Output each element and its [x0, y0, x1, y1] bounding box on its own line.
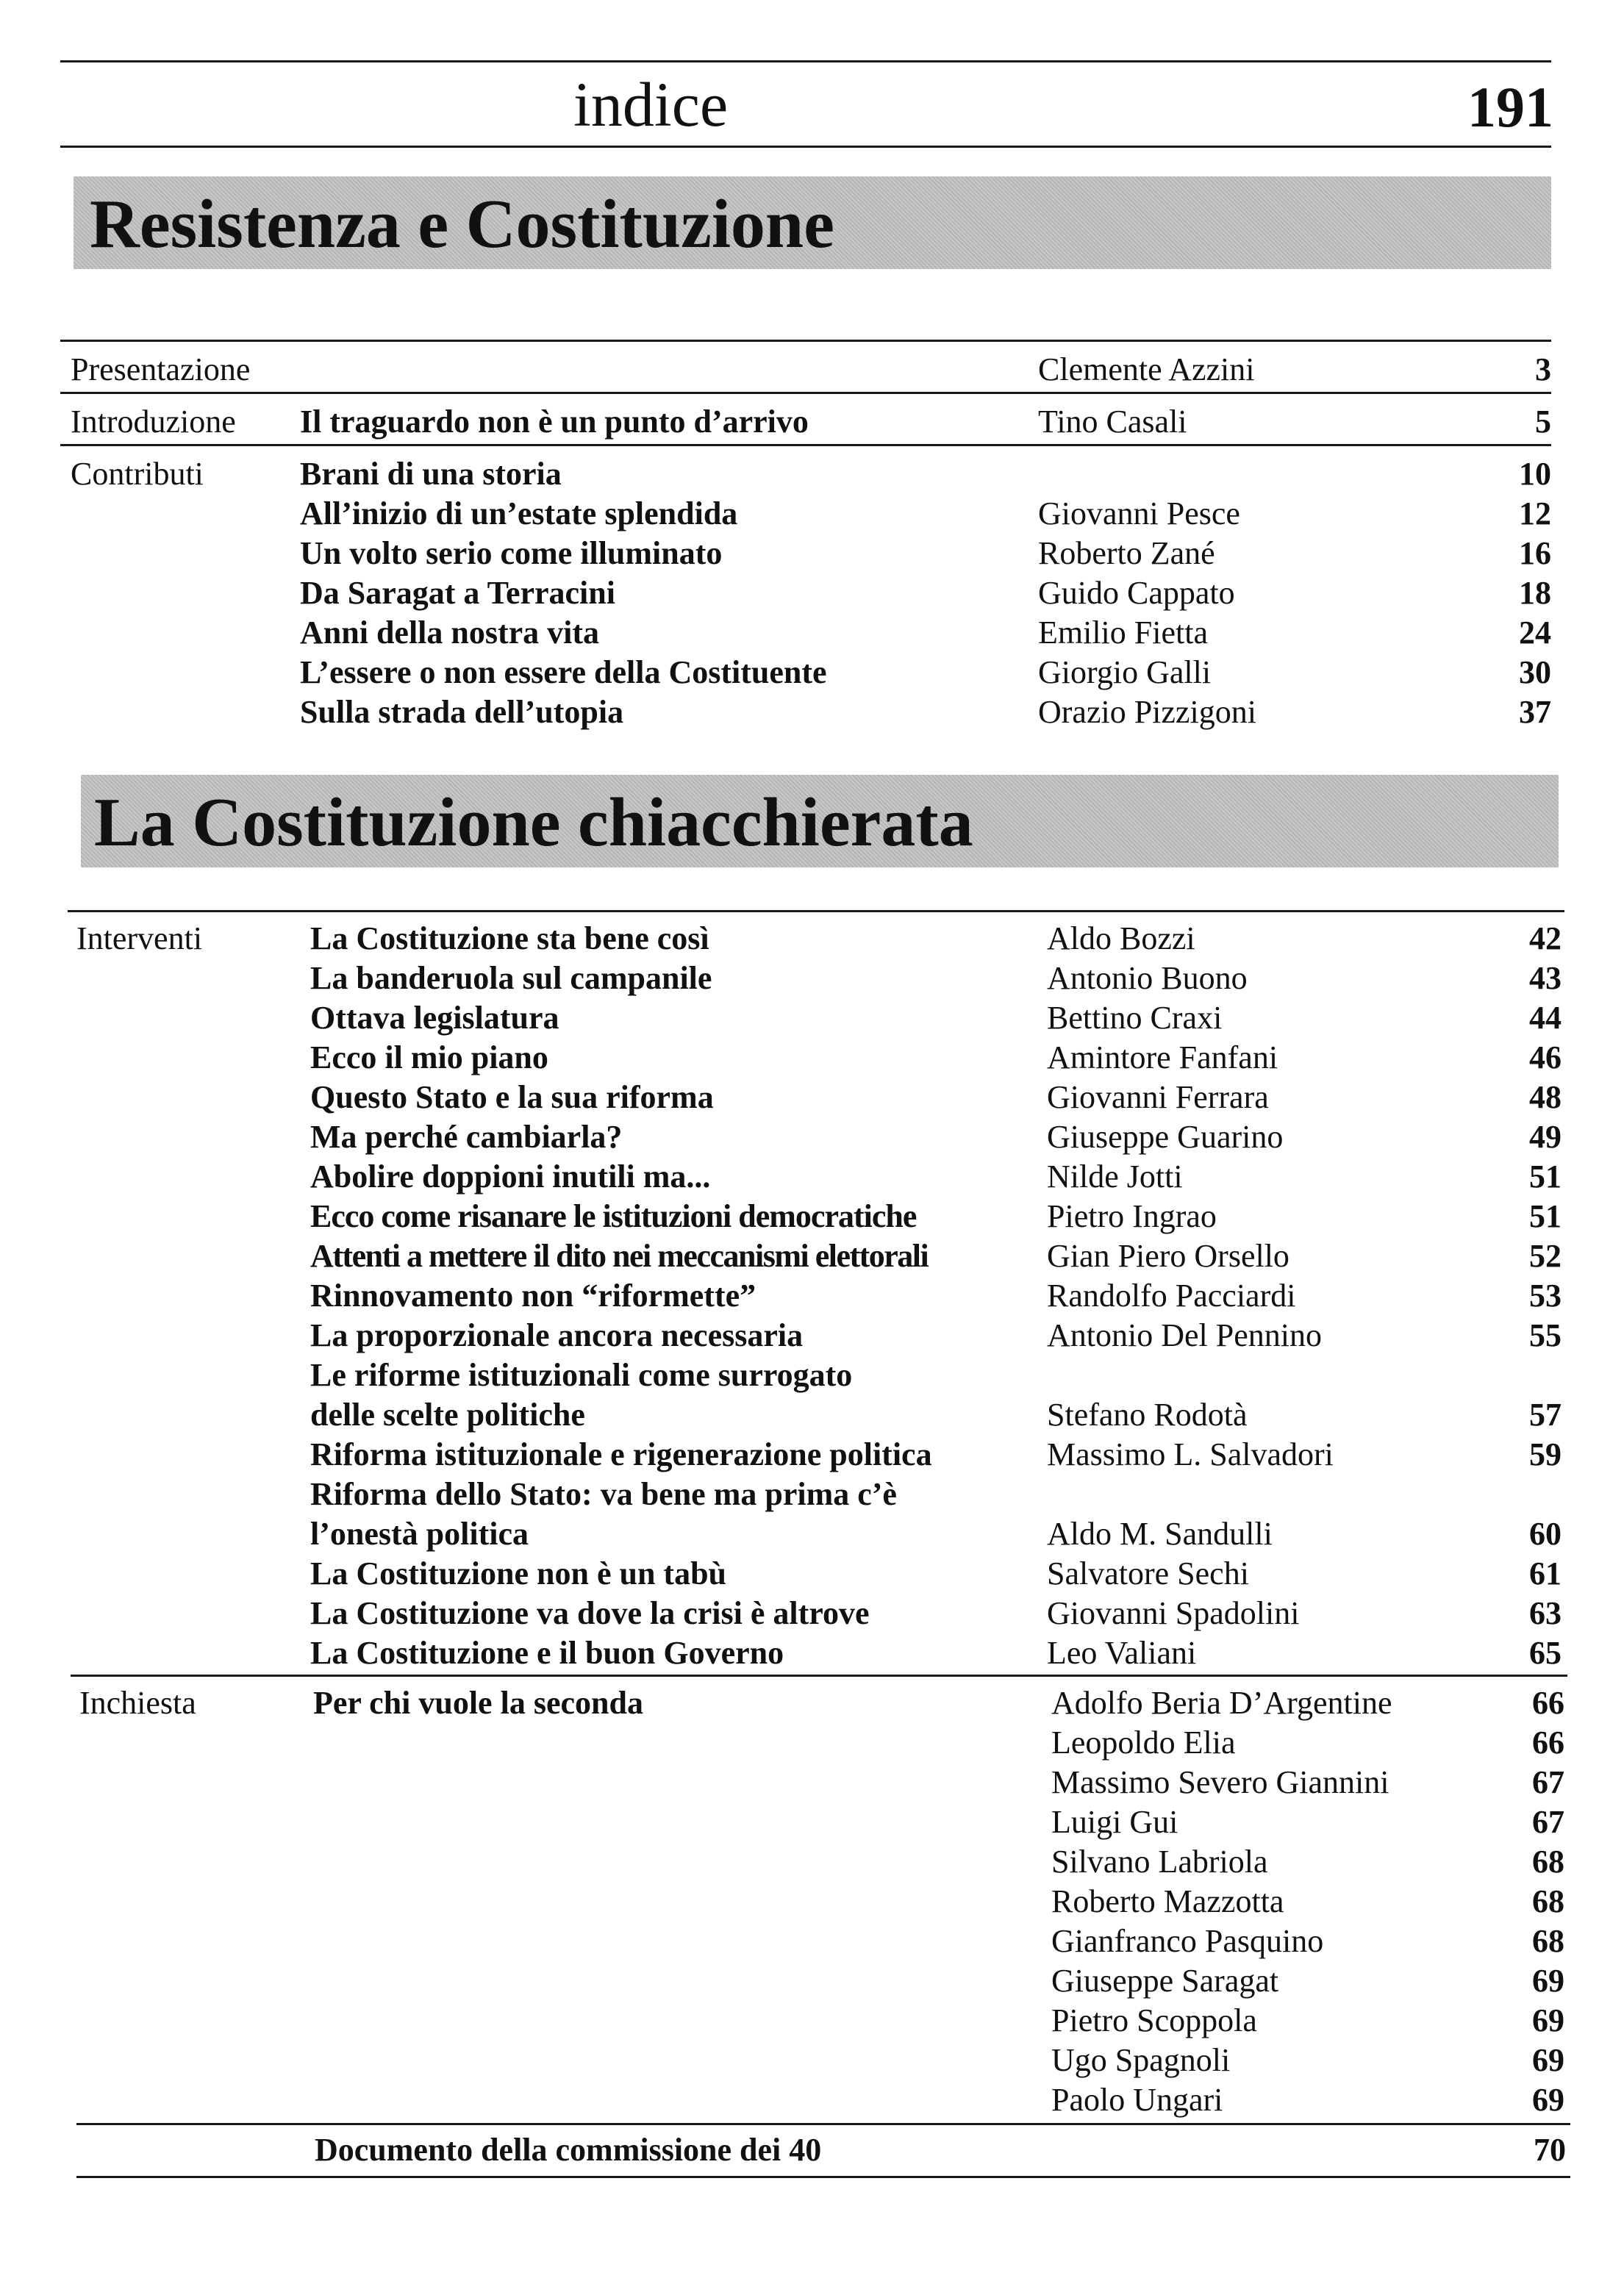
entry-page: 44 — [1529, 1000, 1562, 1036]
entry-page: 68 — [1532, 1844, 1564, 1880]
entry-title: Documento della commissione dei 40 — [315, 2132, 822, 2168]
entry-author: Nilde Jotti — [1047, 1159, 1183, 1195]
entry-author: Silvano Labriola — [1051, 1844, 1268, 1880]
entry-page: 69 — [1532, 2042, 1564, 2078]
entry-author: Paolo Ungari — [1051, 2082, 1223, 2118]
group-rule — [60, 444, 1551, 446]
category-label: Presentazione — [71, 351, 251, 387]
entry-page: 63 — [1529, 1595, 1562, 1631]
entry-page: 10 — [1519, 456, 1551, 492]
entry-page: 66 — [1532, 1685, 1564, 1721]
entry-author: Pietro Ingrao — [1047, 1198, 1217, 1234]
entry-author: Luigi Gui — [1051, 1804, 1178, 1840]
entry-page: 68 — [1532, 1923, 1564, 1959]
entry-title: Ecco come risanare le istituzioni democratiche — [310, 1198, 917, 1234]
entry-page: 18 — [1519, 575, 1551, 611]
entry-author: Gian Piero Orsello — [1047, 1238, 1289, 1274]
entry-title: La Costituzione va dove la crisi è altrove — [310, 1595, 870, 1631]
entry-page: 16 — [1519, 535, 1551, 571]
entry-page: 49 — [1529, 1119, 1562, 1155]
entry-title: La Costituzione e il buon Governo — [310, 1635, 784, 1671]
entry-page: 37 — [1519, 694, 1551, 730]
entry-page: 57 — [1529, 1397, 1562, 1433]
entry-author: Antonio Del Pennino — [1047, 1317, 1322, 1353]
entry-page: 24 — [1519, 615, 1551, 651]
entry-title: Il traguardo non è un punto d’arrivo — [300, 404, 809, 440]
entry-author: Emilio Fietta — [1038, 615, 1208, 651]
entry-page: 66 — [1532, 1725, 1564, 1761]
entry-page: 3 — [1535, 351, 1551, 387]
header-top-rule — [60, 60, 1551, 62]
entry-title: Per chi vuole la seconda — [313, 1685, 643, 1721]
entry-author: Giuseppe Guarino — [1047, 1119, 1284, 1155]
entry-page: 51 — [1529, 1198, 1562, 1234]
entry-page: 70 — [1534, 2132, 1566, 2168]
entry-title: La banderuola sul campanile — [310, 960, 712, 996]
entry-author: Clemente Azzini — [1038, 351, 1255, 387]
section-2-top-rule — [68, 910, 1564, 912]
entry-author: Amintore Fanfani — [1047, 1039, 1278, 1075]
entry-title: Un volto serio come illuminato — [300, 535, 723, 571]
entry-page: 46 — [1529, 1039, 1562, 1075]
entry-title: La Costituzione sta bene così — [310, 920, 709, 956]
entry-page: 69 — [1532, 2082, 1564, 2118]
footer-rule — [76, 2176, 1570, 2178]
group-rule — [76, 2123, 1570, 2125]
entry-title: Abolire doppioni inutili ma... — [310, 1159, 711, 1195]
section-banner-1 — [74, 176, 1551, 269]
category-label: Contributi — [71, 456, 204, 492]
entry-author: Roberto Mazzotta — [1051, 1883, 1284, 1919]
entry-page: 5 — [1535, 404, 1551, 440]
entry-title: Riforma istituzionale e rigenerazione politica — [310, 1436, 932, 1472]
entry-author: Orazio Pizzigoni — [1038, 694, 1256, 730]
entry-author: Bettino Craxi — [1047, 1000, 1223, 1036]
entry-page: 43 — [1529, 960, 1562, 996]
entry-title: All’inizio di un’estate splendida — [300, 495, 738, 531]
entry-author: Leopoldo Elia — [1051, 1725, 1236, 1761]
entry-author: Giovanni Ferrara — [1047, 1079, 1269, 1115]
entry-title: Rinnovamento non “riformette” — [310, 1278, 756, 1314]
entry-author: Aldo Bozzi — [1047, 920, 1195, 956]
entry-title: Le riforme istituzionali come surrogato — [310, 1357, 853, 1393]
entry-title: Attenti a mettere il dito nei meccanismi elettorali — [310, 1238, 929, 1274]
entry-author: Giovanni Pesce — [1038, 495, 1240, 531]
entry-title: delle scelte politiche — [310, 1397, 585, 1433]
entry-title: La Costituzione non è un tabù — [310, 1555, 727, 1591]
entry-title: Ma perché cambiarla? — [310, 1119, 623, 1155]
entry-author: Pietro Scoppola — [1051, 2002, 1257, 2038]
entry-title: Da Saragat a Terracini — [300, 575, 615, 611]
entry-author: Roberto Zané — [1038, 535, 1215, 571]
entry-page: 55 — [1529, 1317, 1562, 1353]
header-bottom-rule — [60, 146, 1551, 148]
section-title: Resistenza e Costituzione — [90, 186, 834, 262]
entry-author: Massimo Severo Giannini — [1051, 1764, 1389, 1800]
entry-author: Giorgio Galli — [1038, 654, 1212, 690]
entry-author: Guido Cappato — [1038, 575, 1235, 611]
category-label: Inchiesta — [79, 1685, 196, 1721]
entry-author: Antonio Buono — [1047, 960, 1248, 996]
page-heading: indice — [573, 69, 729, 140]
entry-author: Randolfo Pacciardi — [1047, 1278, 1296, 1314]
entry-title: L’essere o non essere della Costituente — [300, 654, 827, 690]
entry-author: Adolfo Beria D’Argentine — [1051, 1685, 1392, 1721]
entry-page: 67 — [1532, 1804, 1564, 1840]
entry-title: Riforma dello Stato: va bene ma prima c’è — [310, 1476, 897, 1512]
category-label: Interventi — [76, 920, 203, 956]
category-label: Introduzione — [71, 404, 236, 440]
page-number: 191 — [1467, 75, 1553, 139]
entry-author: Salvatore Sechi — [1047, 1555, 1249, 1591]
entry-author: Leo Valiani — [1047, 1635, 1197, 1671]
entry-page: 60 — [1529, 1516, 1562, 1552]
entry-title: Brani di una storia — [300, 456, 562, 492]
entry-title: Ottava legislatura — [310, 1000, 559, 1036]
entry-author: Stefano Rodotà — [1047, 1397, 1248, 1433]
entry-author: Tino Casali — [1038, 404, 1187, 440]
group-rule — [60, 392, 1551, 394]
entry-page: 51 — [1529, 1159, 1562, 1195]
group-rule — [71, 1675, 1567, 1677]
entry-author: Giuseppe Saragat — [1051, 1963, 1279, 1999]
entry-page: 69 — [1532, 1963, 1564, 1999]
entry-page: 53 — [1529, 1278, 1562, 1314]
section-1-top-rule — [60, 340, 1551, 342]
entry-author: Massimo L. Salvadori — [1047, 1436, 1334, 1472]
entry-author: Gianfranco Pasquino — [1051, 1923, 1324, 1959]
entry-page: 67 — [1532, 1764, 1564, 1800]
entry-title: Sulla strada dell’utopia — [300, 694, 624, 730]
entry-title: La proporzionale ancora necessaria — [310, 1317, 804, 1353]
entry-page: 42 — [1529, 920, 1562, 956]
entry-title: l’onestà politica — [310, 1516, 529, 1552]
entry-title: Anni della nostra vita — [300, 615, 600, 651]
entry-author: Aldo M. Sandulli — [1047, 1516, 1273, 1552]
section-title: La Costituzione chiacchierata — [94, 784, 973, 861]
entry-page: 12 — [1519, 495, 1551, 531]
entry-page: 30 — [1519, 654, 1551, 690]
entry-page: 48 — [1529, 1079, 1562, 1115]
entry-page: 68 — [1532, 1883, 1564, 1919]
entry-page: 59 — [1529, 1436, 1562, 1472]
entry-title: Ecco il mio piano — [310, 1039, 548, 1075]
entry-author: Giovanni Spadolini — [1047, 1595, 1300, 1631]
entry-page: 69 — [1532, 2002, 1564, 2038]
entry-page: 61 — [1529, 1555, 1562, 1591]
entry-page: 52 — [1529, 1238, 1562, 1274]
entry-author: Ugo Spagnoli — [1051, 2042, 1231, 2078]
entry-page: 65 — [1529, 1635, 1562, 1671]
section-banner-2 — [81, 775, 1559, 867]
entry-title: Questo Stato e la sua riforma — [310, 1079, 714, 1115]
